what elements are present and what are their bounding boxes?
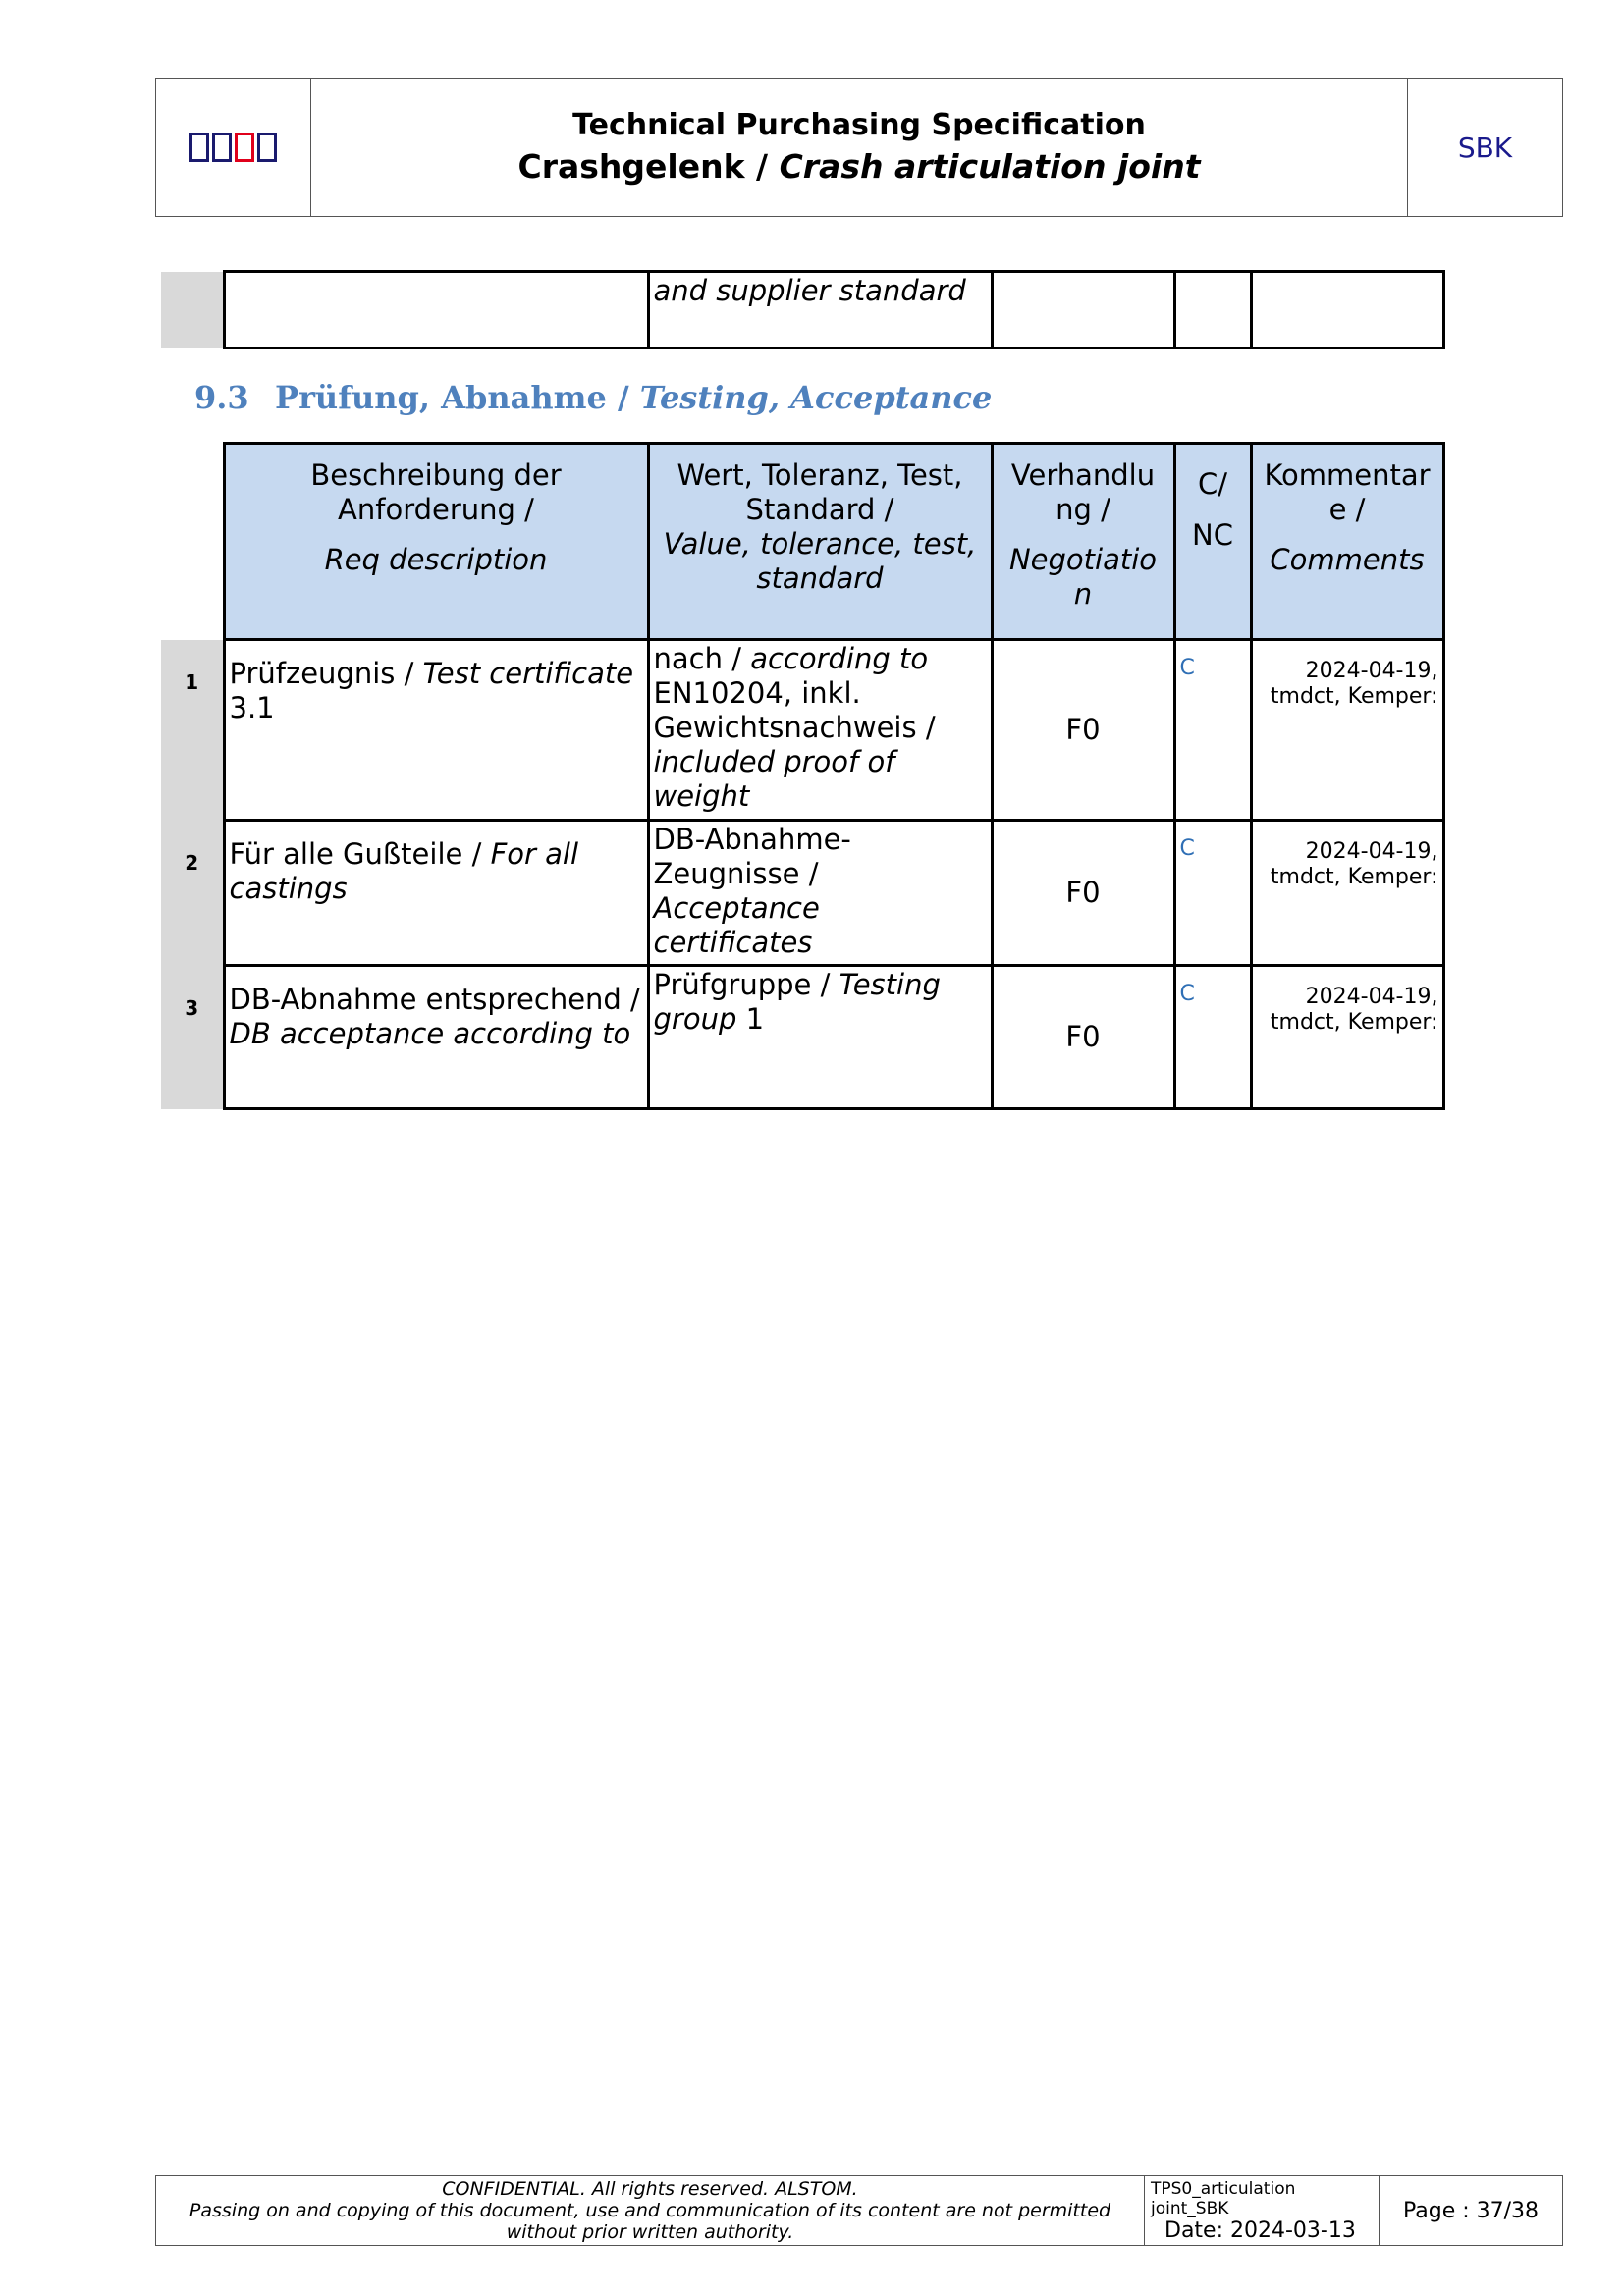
cell-comment: 2024-04-19, tmdct, Kemper: [1251, 966, 1443, 1109]
previous-table-continuation [161, 270, 1445, 349]
document-header [155, 78, 1563, 217]
cell-negotiation: F0 [992, 821, 1174, 966]
alstom-logo [189, 133, 277, 162]
document-code: SBK [1457, 131, 1513, 164]
section-title-en: Testing, Acceptance [639, 379, 993, 416]
table-row [161, 272, 1443, 348]
header-title-cell [311, 79, 1408, 216]
header-comment: Kommentar e / Comments [1251, 444, 1443, 640]
row-number: 3 [161, 966, 224, 1109]
cell-desc: DB-Abnahme entsprechend / DB acceptance according to [224, 966, 648, 1109]
cell-value: and supplier standard [648, 272, 992, 348]
cell-desc: Prüfzeugnis / Test certificate 3.1 [224, 640, 648, 821]
table-row [161, 640, 1443, 821]
document-title: Technical Purchasing Specification [572, 108, 1146, 142]
table-row [161, 821, 1443, 966]
cell-negotiation [992, 272, 1174, 348]
header-cnc: C/ NC [1174, 444, 1251, 640]
confidentiality-notice: CONFIDENTIAL. All rights reserved. ALSTOM. Passing on and copying of this document, use and communication of its content are not permitted without prior written authority. [156, 2176, 1145, 2245]
logo-cell [156, 79, 311, 216]
cell-cnc: C [1174, 640, 1251, 821]
document-footer [155, 2175, 1563, 2246]
cell-cnc: C [1174, 966, 1251, 1109]
cell-negotiation: F0 [992, 966, 1174, 1109]
page-number: Page : 37/38 [1402, 2198, 1540, 2223]
cell-comment: 2024-04-19, tmdct, Kemper: [1251, 640, 1443, 821]
row-number: 2 [161, 821, 224, 966]
document-file-name: TPS0_articulation joint_SBK [1151, 2179, 1296, 2218]
section-number: 9.3 [194, 379, 249, 416]
document-reference [1145, 2176, 1380, 2245]
cell-negotiation: F0 [992, 640, 1174, 821]
cell-cnc [1174, 272, 1251, 348]
cell-comment: 2024-04-19, tmdct, Kemper: [1251, 821, 1443, 966]
cell-cnc: C [1174, 821, 1251, 966]
row-number [161, 272, 224, 348]
requirements-table [161, 442, 1445, 1110]
header-negotiation: Verhandlu ng / Negotiatio n [992, 444, 1174, 640]
cell-value: DB-Abnahme-Zeugnisse / Acceptance certificates [648, 821, 992, 966]
cell-value: Prüfgruppe / Testing group 1 [648, 966, 992, 1109]
row-number: 1 [161, 640, 224, 821]
header-value: Wert, Toleranz, Test, Standard / Value, tolerance, test, standard [648, 444, 992, 640]
header-description: Beschreibung der Anforderung / Req description [224, 444, 648, 640]
cell-desc: Für alle Gußteile / For all castings [224, 821, 648, 966]
section-title-de: Prüfung, Abnahme / [275, 379, 629, 416]
table-header-row [161, 444, 1443, 640]
cell-value: nach / according to EN10204, inkl. Gewichtsnachweis / included proof of weight [648, 640, 992, 821]
cell-comment [1251, 272, 1443, 348]
document-date: Date: 2024-03-13 [1164, 2218, 1356, 2243]
table-row [161, 966, 1443, 1109]
document-subtitle: Crashgelenk / Crash articulation joint [517, 147, 1201, 186]
section-heading [194, 379, 992, 416]
cell-desc [224, 272, 648, 348]
